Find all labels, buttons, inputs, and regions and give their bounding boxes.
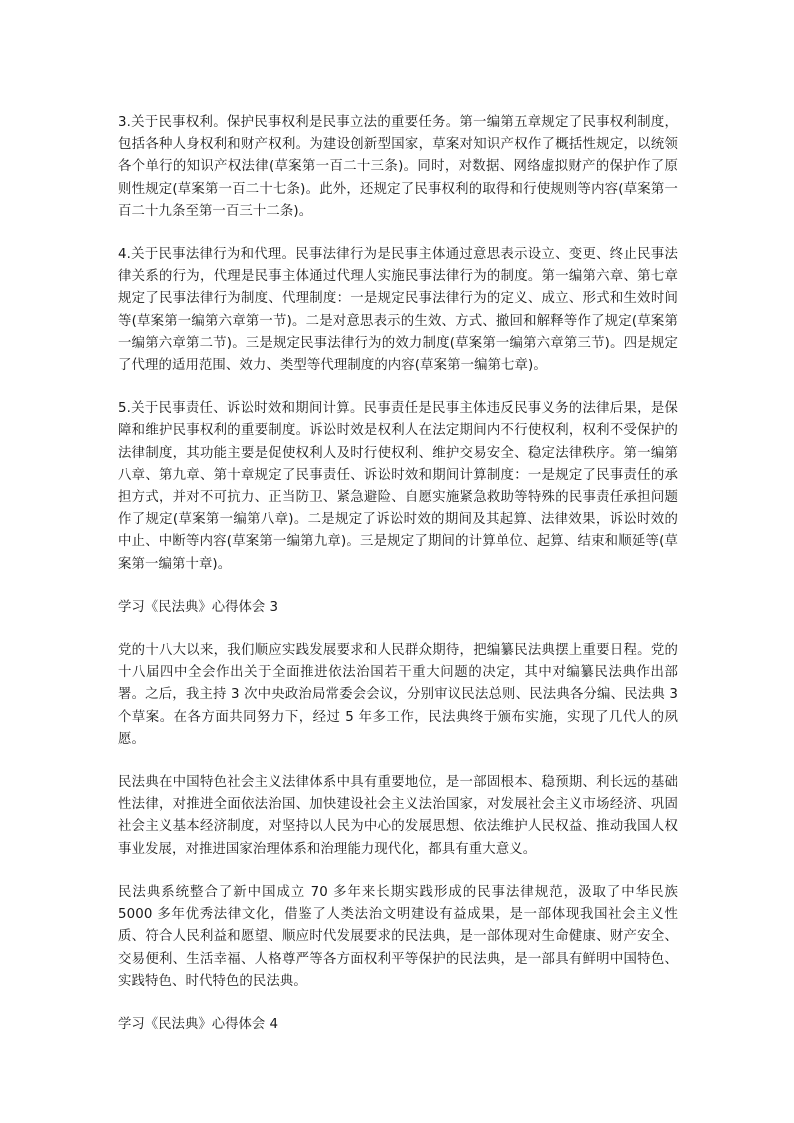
paragraph-civil-rights: 3.关于民事权利。保护民事权利是民事立法的重要任务。第一编第五章规定了民事权利制度，包括各种人身权利和财产权利。为建设创新型国家，草案对知识产权作了概括性规定，以统领各个单行的知识产权法律(草案第一百二十三条)。同时，对数据、网络虚拟财产的保护作了原则性规定(草案第一百二十七条)。此外，还规定了民事权利的取得和行使规则等内容(草案第一百二十九条至第一百三十二条)。 <box>118 115 678 219</box>
section-heading-3: 学习《民法典》心得体会 3 <box>118 599 279 615</box>
paragraph-civil-liability: 5.关于民事责任、诉讼时效和期间计算。民事责任是民事主体违反民事义务的法律后果，是保障和维护民事权利的重要制度。诉讼时效是权利人在法定期间内不行使权利，权利不受保护的法律制度，其功能主要是促使权利人及时行使权利、维护交易安全、稳定法律秩序。第一编第八章、第九章、第十章规定了民事责任、诉讼时效和期间计算制度：一是规定了民事责任的承担方式，并对不可抗力、正当防卫、紧急避险、自愿实施紧急救助等特殊的民事责任承担问题作了规定(草案第一编第八章)。二是规定了诉讼时效的期间及其起算、法律效果，诉讼时效的中止、中断等内容(草案第一编第九章)。三是规定了期间的计算单位、起算、结束和顺延等(草案第一编第十章)。 <box>118 401 678 572</box>
paragraph-civil-code-features: 民法典系统整合了新中国成立 70 多年来长期实践形成的民事法律规范，汲取了中华民族 5000 多年优秀法律文化，借鉴了人类法治文明建设有益成果，是一部体现我国社会主义性质、符合人民利益和愿望、顺应时代发展要求的民法典，是一部体现对生命健康、财产安全、交易便利、生活幸福、人格尊严等各方面权利平等保护的民法典，是一部具有鲜明中国特色、实践特色、时代特色的民法典。 <box>118 884 678 989</box>
paragraph-legal-acts-agency: 4.关于民事法律行为和代理。民事法律行为是民事主体通过意思表示设立、变更、终止民事法律关系的行为，代理是民事主体通过代理人实施民事法律行为的制度。第一编第六章、第七章规定了民事法律行为制度、代理制度：一是规定民事法律行为的定义、成立、形式和生效时间等(草案第一编第六章第一节)。二是对意思表示的生效、方式、撤回和解释等作了规定(草案第一编第六章第二节)。三是规定民事法律行为的效力制度(草案第一编第六章第三节)。四是规定了代理的适用范围、效力、类型等代理制度的内容(草案第一编第七章)。 <box>118 247 678 374</box>
section-heading-4: 学习《民法典》心得体会 4 <box>118 1016 279 1032</box>
paragraph-codification-history: 党的十八大以来，我们顺应实践发展要求和人民群众期待，把编纂民法典摆上重要日程。党的十八届四中全会作出关于全面推进依法治国若干重大问题的决定，其中对编纂民法典作出部署。之后，我主持 3 次中央政治局常委会会议，分别审议民法总则、民法典各分编、民法典 3 个草案。在各方面共同努力下，经过 5 年多工作，民法典终于颁布实施，实现了几代人的夙愿。 <box>118 643 678 747</box>
paragraph-civil-code-status: 民法典在中国特色社会主义法律体系中具有重要地位，是一部固根本、稳预期、利长远的基础性法律，对推进全面依法治国、加快建设社会主义法治国家，对发展社会主义市场经济、巩固社会主义基本经济制度，对坚持以人民为中心的发展思想、依法维护人民权益、推动我国人权事业发展，对推进国家治理体系和治理能力现代化，都具有重大意义。 <box>118 775 678 857</box>
document-body <box>118 112 678 1036</box>
